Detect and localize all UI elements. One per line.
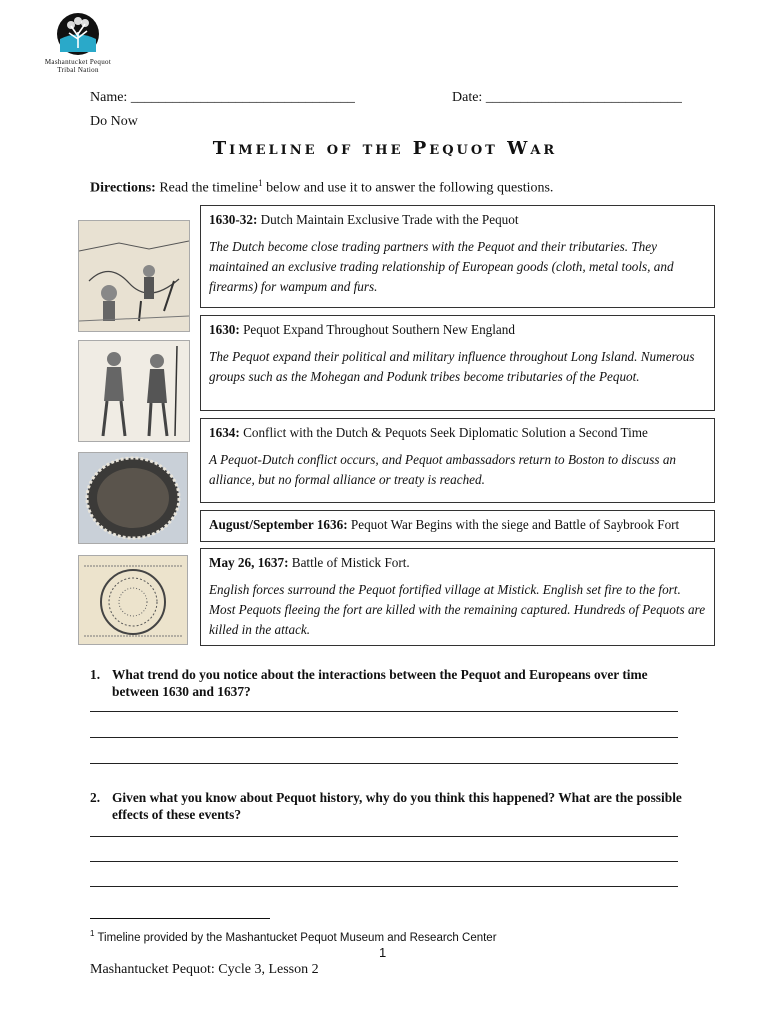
footnote-text: Timeline provided by the Mashantucket Pequot Museum and Research Center <box>94 931 497 944</box>
timeline-date: 1634: <box>209 425 240 440</box>
answer-line[interactable] <box>90 711 678 712</box>
name-field[interactable]: Name: ________________________________ <box>90 90 355 105</box>
date-field[interactable]: Date: ____________________________ <box>452 90 682 105</box>
timeline-title: Pequot War Begins with the siege and Battle of Saybrook Fort <box>347 517 680 532</box>
do-now-label: Do Now <box>90 114 138 129</box>
timeline-heading <box>209 211 706 228</box>
directions-label: Directions: <box>90 180 156 196</box>
answer-line[interactable] <box>90 861 678 862</box>
footnote-number: 1 <box>90 929 95 938</box>
footnote-divider <box>90 918 270 919</box>
directions <box>90 178 553 197</box>
timeline-heading <box>209 321 706 338</box>
answer-line[interactable] <box>90 836 678 837</box>
timeline-heading <box>209 424 706 441</box>
timeline-entry-1634 <box>200 418 715 503</box>
timeline-date: 1630-32: <box>209 212 258 227</box>
question-number: 2. <box>90 790 101 805</box>
tribal-logo <box>38 12 118 74</box>
timeline-description: English forces surround the Pequot fortified village at Mistick. English set fire to the fort. Most Pequots fleeing the fort are killed with the remaining captured. Hundreds of Pequots are killed in the attack. <box>209 582 706 637</box>
timeline-entry-1630 <box>200 315 715 411</box>
page-footer: Mashantucket Pequot: Cycle 3, Lesson 2 <box>90 962 319 977</box>
mistick-fort-engraving-image <box>78 555 188 645</box>
logo-line-1: Mashantucket Pequot <box>44 58 112 66</box>
answer-line[interactable] <box>90 763 678 764</box>
question-1 <box>90 666 690 700</box>
timeline-heading <box>209 554 706 571</box>
trade-engraving-image <box>78 220 190 332</box>
timeline-title: Pequot Expand Throughout Southern New England <box>239 322 515 337</box>
question-text: What trend do you notice about the interactions between the Pequot and Europeans over time between 1630 and 1637? <box>112 667 648 699</box>
question-text: Given what you know about Pequot history, why do you think this happened? What are the possible effects of these events? <box>112 790 682 822</box>
question-number: 1. <box>90 667 101 682</box>
figures-engraving-image <box>78 340 190 442</box>
directions-text-before: Read the timeline <box>155 180 259 196</box>
logo-line-2: Tribal Nation <box>57 66 99 74</box>
directions-text-after: below and use it to answer the following questions. <box>262 180 554 196</box>
answer-line[interactable] <box>90 886 678 887</box>
timeline-date: May 26, 1637: <box>209 555 289 570</box>
timeline-date: 1630: <box>209 322 240 337</box>
timeline-description: The Dutch become close trading partners with the Pequot and their tributaries. They maintained an exclusive trading relationship of European goods (cloth, metal tools, and firearms) for wampum and furs. <box>209 239 674 294</box>
timeline-description: A Pequot-Dutch conflict occurs, and Pequot ambassadors return to Boston to discuss an alliance, but no formal alliance or treaty is reached. <box>209 452 677 487</box>
footnote <box>90 929 497 944</box>
tree-seal-icon <box>56 12 100 56</box>
timeline-title: Battle of Mistick Fort. <box>288 555 410 570</box>
page-title: Timeline of the Pequot War <box>212 138 558 159</box>
timeline-title: Dutch Maintain Exclusive Trade with the Pequot <box>257 212 519 227</box>
timeline-description: The Pequot expand their political and military influence throughout Long Island. Numerous groups such as the Mohegan and Podunk tribes become tributaries of the Pequot. <box>209 349 695 384</box>
timeline-entry-1636 <box>200 510 715 542</box>
wampum-belt-image <box>78 452 188 544</box>
question-2 <box>90 789 690 823</box>
timeline-title: Conflict with the Dutch & Pequots Seek Diplomatic Solution a Second Time <box>239 425 648 440</box>
timeline-date: August/September 1636: <box>209 517 348 532</box>
timeline-entry-1630-32 <box>200 205 715 308</box>
timeline-heading <box>209 516 706 533</box>
footnote-ref: 1 <box>258 178 263 188</box>
timeline-entry-1637 <box>200 548 715 646</box>
page-number: 1 <box>379 945 387 960</box>
answer-line[interactable] <box>90 737 678 738</box>
